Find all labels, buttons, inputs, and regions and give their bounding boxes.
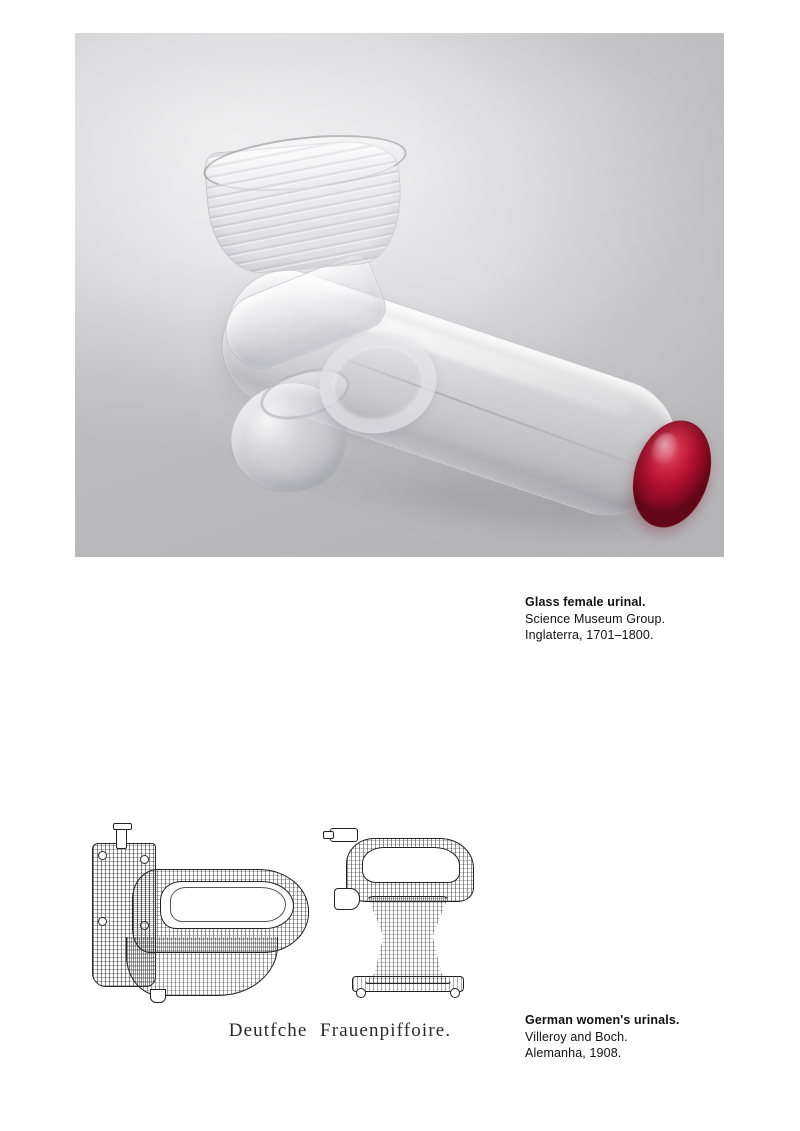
flush-tap-icon: [116, 827, 127, 849]
urinal-bowl-interior: [160, 881, 294, 929]
caption-title: German women's urinals.: [525, 1013, 680, 1027]
plate-bolt-icon: [140, 855, 149, 864]
caption-line-source: Science Museum Group.: [525, 611, 666, 626]
pedestal-foot: [352, 976, 464, 992]
glass-urinal-illustration: [75, 33, 724, 557]
pedestal-bowl-interior: [362, 847, 460, 883]
figure-german-womens-urinals: [70, 820, 490, 1060]
pedestal-urinal-drawing: [328, 828, 478, 1003]
caption-glass-female-urinal: [525, 594, 775, 644]
caption-line-origin: Inglaterra, 1701–1800.: [525, 628, 654, 642]
foot-bolt-icon: [450, 988, 460, 998]
plate-bolt-icon: [98, 917, 107, 926]
caption-line-origin: Alemanha, 1908.: [525, 1046, 622, 1060]
urinal-apron: [126, 937, 278, 996]
caption-title: Glass female urinal.: [525, 595, 646, 609]
pedestal-spout-icon: [334, 888, 360, 910]
photo-backdrop: [75, 33, 724, 557]
engraving-caption-text: Deutfche Frauenpiffoire.: [228, 1020, 452, 1041]
pedestal-column: [364, 896, 452, 984]
pedestal-tap-icon: [330, 828, 358, 842]
engraving-canvas: [70, 820, 490, 1060]
wall-mounted-urinal-drawing: [80, 825, 315, 1000]
drain-outlet-icon: [150, 989, 166, 1003]
foot-bolt-icon: [356, 988, 366, 998]
caption-german-womens-urinals: [525, 1012, 775, 1062]
caption-line-source: Villeroy and Boch.: [525, 1029, 628, 1044]
plate-bolt-icon: [98, 851, 107, 860]
figure-glass-female-urinal: [75, 33, 724, 557]
